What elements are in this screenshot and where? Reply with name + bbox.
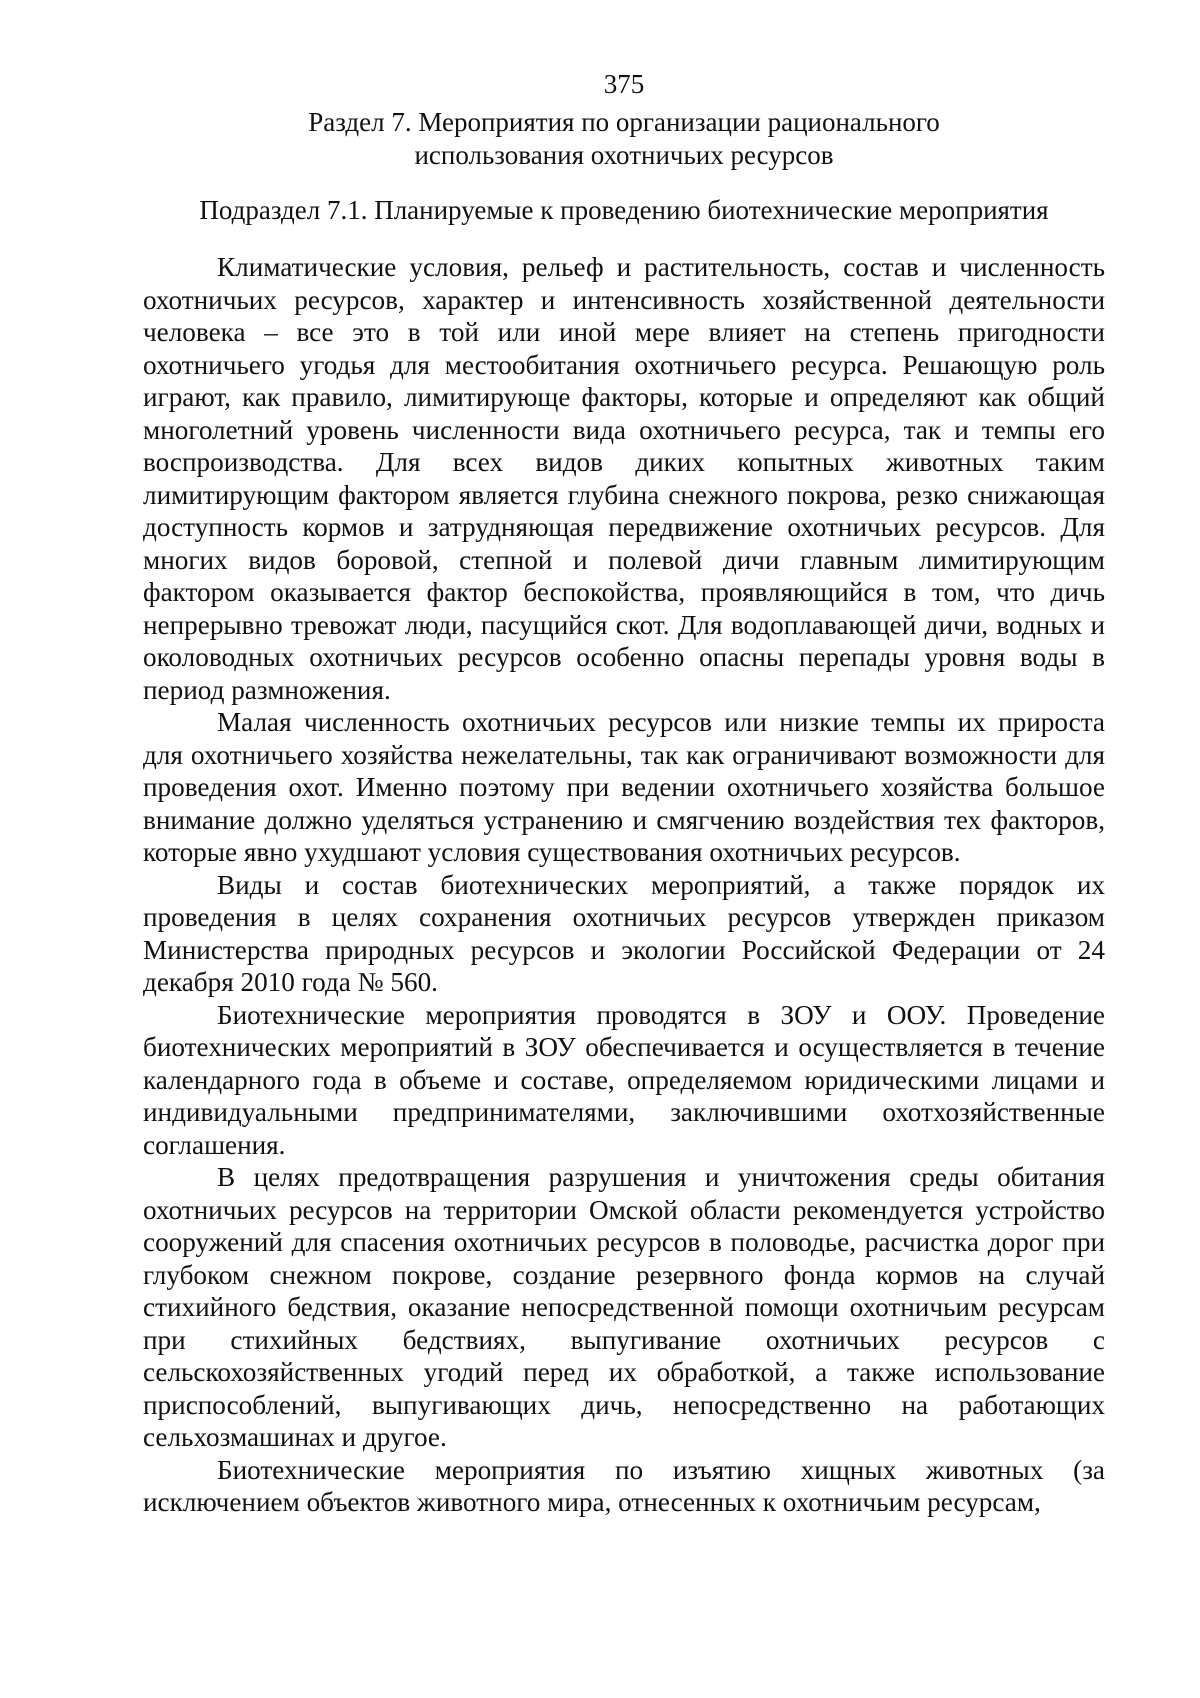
paragraph-1: Климатические условия, рельеф и растительность, состав и численность охотничьих ресурсов, характер и интенсивность хозяйственной деятельности человека – все это в той или иной мере влияет на степень пригодности охотничьего угодья для местообитания охотничьего ресурса. Решающую роль играют, как правило, лимитирующе факторы, которые и определяют как общий многолетний уровень численности вида охотничьего ресурса, так и темпы его воспроизводства. Для всех видов диких копытных животных таким лимитирующим фактором является глубина снежного покрова, резко снижающая доступность кормов и затрудняющая передвижение охотничьих ресурсов. Для многих видов боровой, степной и полевой дичи главным лимитирующим фактором оказывается фактор беспокойства, проявляющийся в том, что дичь непрерывно тревожат люди, пасущийся скот. Для водоплавающей дичи, водных и околоводных охотничьих ресурсов особенно опасны перепады уровня воды в период размножения. bbox=[143, 252, 1105, 705]
section-title-line-2: использования охотничьих ресурсов bbox=[414, 140, 834, 170]
paragraph-3: Виды и состав биотехнических мероприятий, а также порядок их проведения в целях сохранения охотничьих ресурсов утвержден приказом Министерства природных ресурсов и экологии Российской Федерации от 24 декабря 2010 года № 560. bbox=[143, 869, 1105, 997]
paragraph-2: Малая численность охотничьих ресурсов или низкие темпы их прироста для охотничьего хозяйства нежелательны, так как ограничивают возможности для проведения охот. Именно поэтому при ведении охотничьего хозяйства большое внимание должно уделяться устранению и смягчению воздействия тех факторов, которые явно ухудшают условия существования охотничьих ресурсов. bbox=[143, 707, 1105, 867]
paragraph-6: Биотехнические мероприятия по изъятию хищных животных (за исключением объектов животного мира, отнесенных к охотничьим ресурсам, bbox=[143, 1454, 1105, 1517]
section-title bbox=[143, 106, 1105, 172]
section-title-line-1: Раздел 7. Мероприятия по организации рационального bbox=[308, 107, 940, 137]
paragraph-4: Биотехнические мероприятия проводятся в ЗОУ и ООУ. Проведение биотехнических мероприятий в ЗОУ обеспечивается и осуществляется в течение календарного года в объеме и составе, определяемом юридическими лицами и индивидуальными предпринимателями, заключившими охотхозяйственные соглашения. bbox=[143, 999, 1105, 1160]
body-text bbox=[143, 251, 1105, 1519]
page-number: 375 bbox=[603, 69, 645, 99]
subsection-title: Подраздел 7.1. Планируемые к проведению биотехнические мероприятия bbox=[199, 195, 1049, 225]
paragraph-5: В целях предотвращения разрушения и уничтожения среды обитания охотничьих ресурсов на территории Омской области рекомендуется устройство сооружений для спасения охотничьих ресурсов в половодье, расчистка дорог при глубоком снежном покрове, создание резервного фонда кормов на случай стихийного бедствия, оказание непосредственной помощи охотничьим ресурсам при стихийных бедствиях, выпугивание охотничьих ресурсов с сельскохозяйственных угодий перед их обработкой, а также использование приспособлений, выпугивающих дичь, непосредственно на работающих сельхозмашинах и другое. bbox=[143, 1162, 1105, 1452]
